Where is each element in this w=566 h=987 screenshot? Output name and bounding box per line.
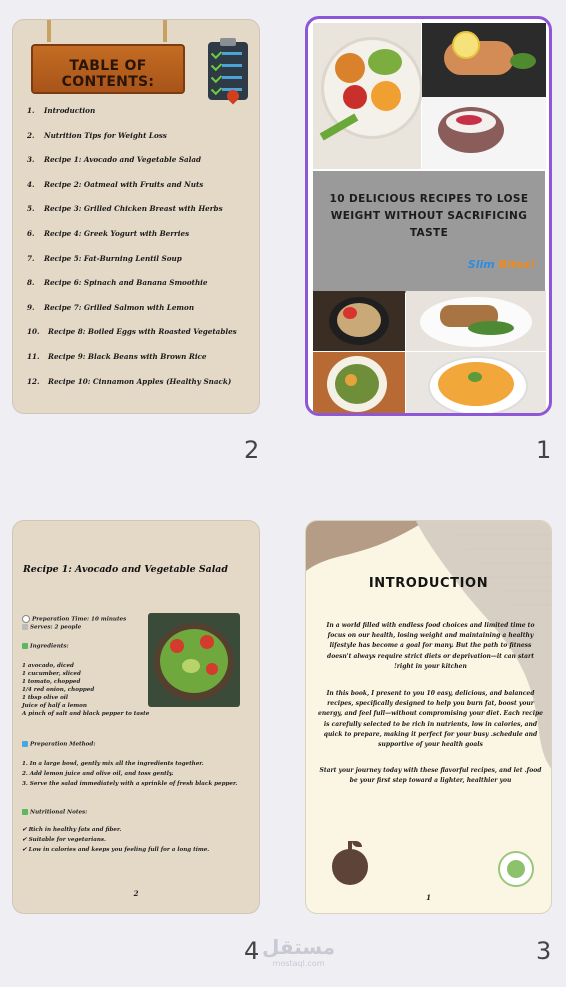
note-item: ✔ Suitable for vegetarians.	[22, 837, 107, 843]
cover-photo-bowl	[313, 23, 421, 169]
brand-logo: Slim Bites!	[467, 258, 535, 271]
toc-list	[27, 106, 257, 401]
ingredients-heading: Ingredients:	[22, 643, 69, 650]
ingredient-item: A pinch of salt and black pepper to taste	[22, 711, 150, 717]
page-number-label: 1	[536, 436, 552, 464]
ingredient-item: 1 cucumber, sliced	[22, 671, 81, 677]
intro-paragraph: In a world filled with endless food choices and limited time to focus on our health, losing weight and maintaining a healthy lifestyle has become a goal for many. But the path to fitness doesn't always require strict diets or deprivation—it can start !right in your kitchen	[326, 622, 535, 670]
page-thumbnail-2[interactable]	[12, 19, 260, 414]
cover-photo-oatmeal	[313, 291, 405, 351]
ingredient-item: 1 tbsp olive oil	[22, 695, 69, 701]
ingredient-item: 1 avocado, diced	[22, 663, 74, 669]
cover-title-band	[313, 171, 545, 293]
checkmark-icon: ✔	[22, 847, 29, 853]
page-number-label: 3	[536, 937, 552, 965]
toc-item: 10. Recipe 8: Boiled Eggs with Roasted Vegetables	[27, 327, 237, 337]
cover-photo-soup	[406, 352, 546, 414]
checkmark-icon: ✔	[22, 837, 29, 843]
recipe-page-footer-number: 2	[133, 889, 139, 898]
toc-item: 6. Recipe 4: Greek Yogurt with Berries	[27, 228, 190, 238]
note-item: ✔ Low in calories and keeps you feeling full for a long time.	[22, 847, 210, 853]
method-step: 1. In a large bowl, gently mix all the ingredients together.	[22, 761, 204, 767]
checkmark-icon: ✔	[22, 827, 29, 833]
cover-title: 10 DELICIOUS RECIPES TO LOSE WEIGHT WITHOUT SACRIFICING TASTE	[329, 193, 529, 239]
serves: Serves: 2 people	[22, 624, 81, 631]
note-item: ✔ Rich in healthy fats and fiber.	[22, 827, 122, 833]
intro-paragraph: Start your journey today with these flavorful recipes, and let .food be your first step toward a lighter, healthier you	[319, 767, 542, 785]
toc-item: 5. Recipe 3: Grilled Chicken Breast with Herbs	[27, 204, 223, 214]
toc-title-board	[31, 44, 185, 94]
intro-paragraph: In this book, I present to you 10 easy, delicious, and balanced recipes, specifically designed to help you burn fat, boost your energy, and feel full—without compromising your diet. Each recipe is carefully selected to be rich in nutrients, low in calories, and quick to prepare, making it perfect for your busy .schedule and supportive of your health goals	[318, 690, 543, 749]
clock-icon	[22, 615, 30, 623]
toc-item: 11. Recipe 9: Black Beans with Brown Rice	[27, 351, 207, 361]
intro-title: INTRODUCTION	[368, 576, 489, 591]
board-rope-right	[163, 20, 167, 42]
toc-item: 3. Recipe 1: Avocado and Vegetable Salad	[27, 155, 202, 165]
toc-item: 1. Introduction	[27, 106, 96, 115]
page-number-label: 2	[244, 436, 260, 464]
toc-item: 7. Recipe 5: Fat-Burning Lentil Soup	[27, 253, 182, 263]
method-step: 2. Add lemon juice and olive oil, and toss gently.	[22, 771, 174, 777]
watermark-logo: مستقل mostaql.com	[262, 935, 336, 968]
cover-photo-chicken	[406, 291, 546, 351]
cover-photo-salmon	[422, 23, 546, 97]
notes-heading: Nutritional Notes:	[22, 809, 87, 816]
page-thumbnail-1[interactable]	[305, 16, 552, 416]
method-step: 3. Serve the salad immediately with a sprinkle of fresh black pepper.	[22, 781, 238, 787]
toc-item: 8. Recipe 6: Spinach and Banana Smoothie	[27, 278, 208, 288]
toc-item: 2. Nutrition Tips for Weight Loss	[27, 130, 167, 140]
recipe-title: Recipe 1: Avocado and Vegetable Salad	[23, 564, 228, 575]
healthy-seal-icon	[498, 851, 534, 887]
cover-photo-beans	[313, 352, 405, 414]
toc-item: 12. Recipe 10: Cinnamon Apples (Healthy Snack)	[27, 376, 232, 386]
ingredient-item: 1/4 red onion, chopped	[22, 687, 95, 693]
ingredient-item: Juice of half a lemon	[22, 703, 87, 709]
check-icon	[22, 809, 28, 815]
toc-title: TABLE OF CONTENTS:	[61, 58, 155, 90]
page-number-label: 4	[244, 937, 260, 965]
page-thumbnail-3[interactable]	[305, 520, 552, 914]
people-icon	[22, 624, 28, 630]
page-thumbnail-4[interactable]	[12, 520, 260, 914]
salad-photo	[148, 613, 240, 707]
board-rope-left	[47, 20, 51, 42]
method-heading: Preparation Method:	[22, 741, 95, 748]
cover-photo-yogurt	[422, 97, 546, 169]
check-icon	[22, 643, 28, 649]
toc-item: 9. Recipe 7: Grilled Salmon with Lemon	[27, 302, 195, 312]
prep-time: Preparation Time: 10 minutes	[22, 615, 126, 623]
apple-icon	[332, 849, 368, 885]
toc-item: 4. Recipe 2: Oatmeal with Fruits and Nuts	[27, 179, 204, 189]
intro-page-footer-number: 1	[426, 893, 431, 902]
ingredient-item: 1 tomato, chopped	[22, 679, 81, 685]
info-icon	[22, 741, 28, 747]
